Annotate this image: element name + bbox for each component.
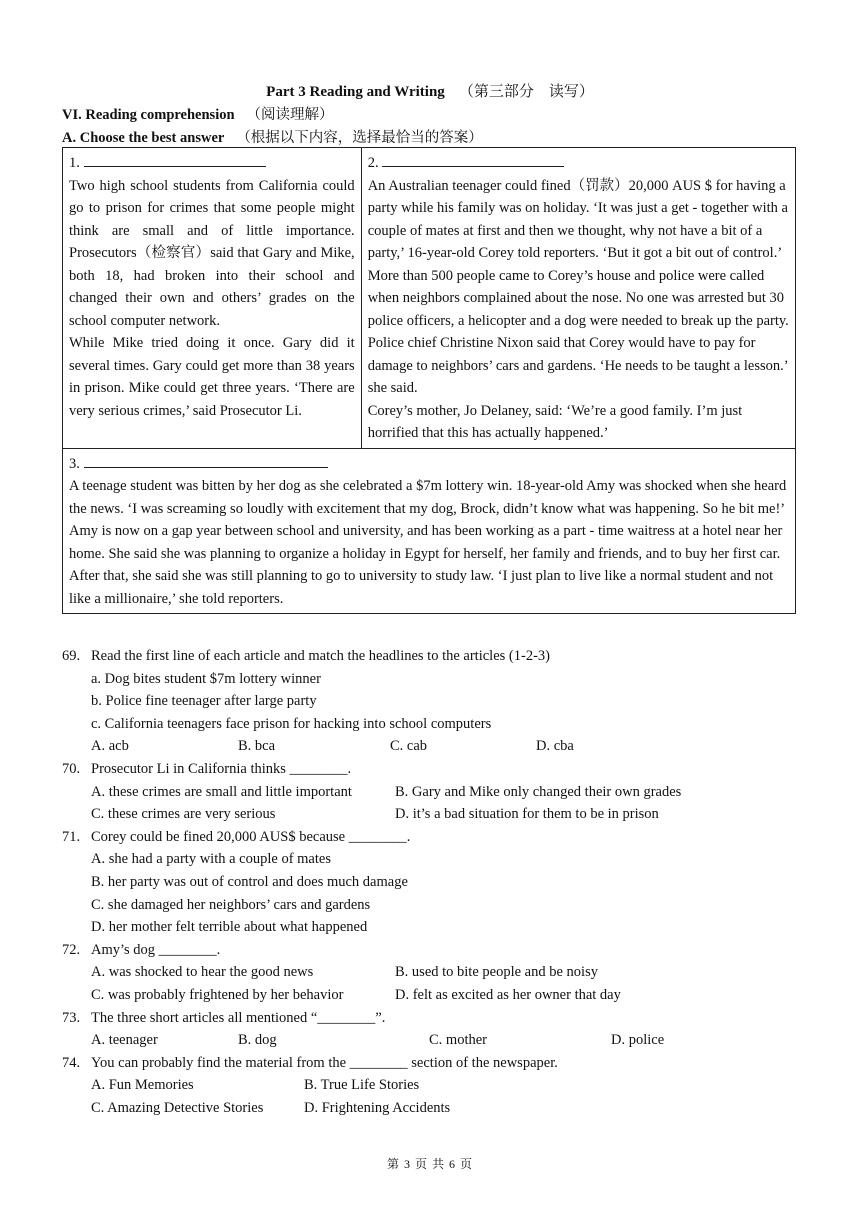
article-2-paragraph-2: More than 500 people came to Corey’s house and police were called when neighbors complained about the nose. No one was arrested but 30 police officers, a helicopter and a dog were needed to break up the party. Police chief Christine Nixon said that Corey would have to pay for damage to neighbors’ cars and gardens. ‘He needs to be taught a lesson.’ she said. — [367, 267, 789, 396]
section-vi-title — [62, 103, 334, 124]
question-72 — [62, 939, 796, 962]
options-74-row-1 — [62, 1074, 796, 1097]
article-1 — [63, 148, 362, 449]
options-73 — [62, 1029, 796, 1052]
option-d[interactable]: D. her mother felt terrible about what happened — [91, 919, 368, 936]
article-2-headline — [368, 150, 789, 175]
headline-c: c. California teenagers face prison for hacking into school computers — [91, 715, 492, 732]
options-70-row-2 — [62, 803, 796, 826]
question-number: 71. — [62, 828, 81, 845]
article-3-paragraph-2: Amy is now on a gap year between school and university, and has been working as a part - time waitress at a hotel near her home. She said she was planning to organize a holiday in Egypt for herself, her family and friends, and to buy her first car. After that, she said she was still planning to go to university to study law. ‘I just plan to live like a normal student and not like a millionaire,’ she told reporters. — [69, 523, 783, 607]
option-c[interactable]: C. cab — [390, 738, 428, 755]
section-a-title — [62, 126, 483, 147]
part-title-en: Part 3 Reading and Writing — [266, 84, 445, 100]
question-70 — [62, 758, 796, 781]
option-d[interactable]: D. police — [611, 1032, 665, 1049]
option-a[interactable]: A. she had a party with a couple of mates — [91, 851, 331, 868]
question-71 — [62, 826, 796, 849]
question-stem: Amy’s dog ________. — [91, 941, 221, 958]
option-d[interactable]: D. it’s a bad situation for them to be in prison — [395, 806, 659, 823]
article-1-paragraph-2: While Mike tried doing it once. Gary did it several times. Gary could get more than 38 years in prison. Mike could get three years. ‘There are very serious crimes,’ said Prosecutor Li. — [69, 335, 355, 419]
headline-blank — [84, 150, 266, 167]
question-number: 73. — [62, 1009, 81, 1026]
option-d[interactable]: D. felt as excited as her owner that day — [395, 986, 621, 1003]
article-1-paragraph-1: Two high school students from California could go to prison for crimes that some people might think are small and of little importance. Prosecutors（检察官）said that Gary and Mike, both 18, had broken into their school and changed their own and others’ grades on the school computer network. — [69, 177, 355, 329]
part-title-cn: （第三部分 读写） — [458, 84, 594, 100]
section-vi-en: VI. Reading comprehension — [62, 107, 235, 123]
options-69 — [62, 735, 796, 758]
option-a[interactable]: A. Fun Memories — [91, 1077, 194, 1094]
page-footer: 第 3 页 共 6 页 — [386, 1157, 473, 1171]
section-a-en: A. Choose the best answer — [62, 130, 225, 146]
option-b[interactable]: B. her party was out of control and does much damage — [91, 873, 408, 890]
question-69 — [62, 645, 796, 668]
option-b[interactable]: B. Gary and Mike only changed their own grades — [395, 783, 682, 800]
article-2-paragraph-3: Corey’s mother, Jo Delaney, said: ‘We’re a good family. I’m just horrified that this has actually happened.’ — [367, 402, 743, 441]
options-72-row-1 — [62, 961, 796, 984]
option-a[interactable]: A. these crimes are small and little important — [91, 783, 352, 800]
option-a[interactable]: A. was shocked to hear the good news — [91, 964, 314, 981]
option-a[interactable]: A. teenager — [91, 1032, 158, 1049]
question-stem: Read the first line of each article and match the headlines to the articles (1-2-3) — [91, 648, 550, 664]
headline-a: a. Dog bites student $7m lottery winner — [91, 670, 321, 687]
question-stem: Prosecutor Li in California thinks ________. — [91, 760, 352, 777]
options-70-row-1 — [62, 781, 796, 804]
article-3 — [63, 448, 796, 614]
question-number: 74. — [62, 1054, 81, 1071]
question-number: 72. — [62, 941, 81, 958]
part-title — [0, 80, 860, 101]
option-b[interactable]: B. bca — [238, 738, 276, 755]
article-2 — [361, 148, 795, 449]
option-b[interactable]: B. True Life Stories — [304, 1077, 420, 1094]
headline-blank — [84, 451, 328, 468]
section-a-cn: （根据以下内容，选择最恰当的答案） — [236, 130, 483, 146]
question-stem: Corey could be fined 20,000 AUS$ because ________. — [91, 828, 411, 845]
question-number: 69. — [62, 648, 81, 664]
article-1-number: 1. — [69, 155, 80, 171]
option-c[interactable]: C. Amazing Detective Stories — [91, 1099, 264, 1116]
article-3-number: 3. — [69, 455, 80, 472]
section-vi-cn: （阅读理解） — [246, 107, 334, 123]
question-74 — [62, 1052, 796, 1075]
option-c[interactable]: C. these crimes are very serious — [91, 806, 276, 823]
options-72-row-2 — [62, 984, 796, 1007]
option-c[interactable]: C. she damaged her neighbors’ cars and gardens — [91, 896, 371, 913]
option-b[interactable]: B. used to bite people and be noisy — [395, 964, 598, 981]
option-a[interactable]: A. acb — [91, 738, 129, 755]
headline-blank — [382, 150, 564, 167]
option-d[interactable]: D. cba — [536, 738, 574, 755]
question-stem: You can probably find the material from the ________ section of the newspaper. — [91, 1054, 558, 1071]
option-c[interactable]: C. was probably frightened by her behavior — [91, 986, 344, 1003]
option-c[interactable]: C. mother — [429, 1032, 487, 1049]
article-2-number: 2. — [367, 155, 379, 171]
article-2-paragraph-1: An Australian teenager could fined（罚款）20,000 AUS $ for having a party while his family was on holiday. ‘It was just a get - together with a couple of mates at first and then we thought, why not have a bit of a party,’ 16-year-old Corey told reporters. ‘But it got a bit out of control.’ — [367, 177, 788, 261]
question-stem: The three short articles all mentioned “________”. — [91, 1009, 386, 1026]
article-3-headline — [69, 451, 789, 476]
articles-table — [62, 147, 796, 614]
option-d[interactable]: D. Frightening Accidents — [304, 1099, 451, 1116]
option-b[interactable]: B. dog — [238, 1032, 277, 1049]
question-number: 70. — [62, 760, 81, 777]
article-1-headline — [69, 150, 355, 175]
headline-b: b. Police fine teenager after large party — [91, 693, 317, 710]
questions-list — [62, 645, 796, 1119]
article-3-paragraph-1: A teenage student was bitten by her dog as she celebrated a $7m lottery win. 18-year-old Amy was shocked when she heard the news. ‘I was screaming so loudly with excitement that my dog, Brock, didn’t know what was happening. So he bit me!’ — [69, 478, 787, 517]
question-73 — [62, 1007, 796, 1030]
options-74-row-2 — [62, 1097, 796, 1120]
